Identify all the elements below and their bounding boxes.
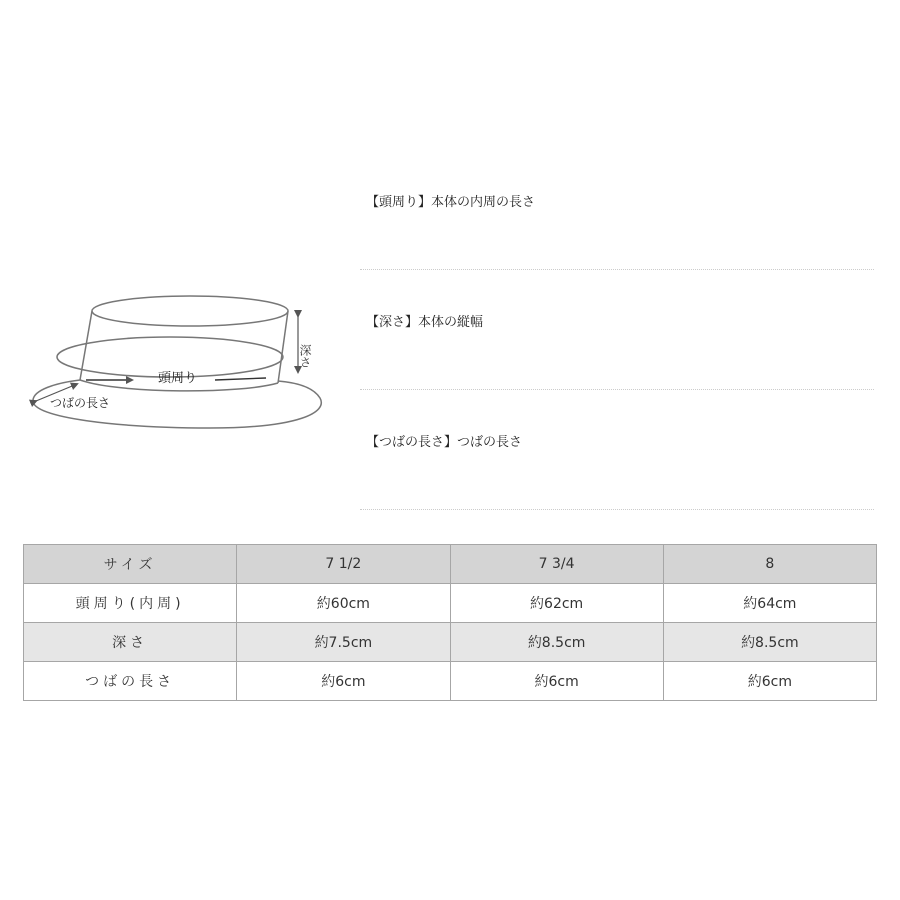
hat-size-diagram: [0, 0, 360, 520]
table-cell: 約7.5cm: [237, 623, 450, 662]
table-cell: 約60cm: [237, 584, 450, 623]
depth-label: 深さ: [298, 344, 312, 368]
description-row-depth: [360, 270, 874, 390]
header-cell-size: サイズ: [24, 545, 237, 584]
description-depth: 【深さ】本体の縦幅: [366, 315, 484, 330]
row-label-head: 頭周り(内周): [24, 584, 237, 623]
description-head: 【頭周り】本体の内周の長さ: [366, 195, 536, 210]
row-label-brim: つばの長さ: [24, 662, 237, 701]
table-row: [24, 662, 877, 701]
crown-right-side: [278, 311, 288, 383]
table-row: [24, 584, 877, 623]
row-label-depth: 深さ: [24, 623, 237, 662]
table-cell: 約6cm: [450, 662, 663, 701]
size-table: [23, 544, 877, 701]
table-cell: 約62cm: [450, 584, 663, 623]
header-cell: 7 3/4: [450, 545, 663, 584]
header-cell: 8: [663, 545, 876, 584]
description-brim: 【つばの長さ】つばの長さ: [366, 435, 523, 450]
crown-top-ellipse: [92, 296, 288, 326]
table-cell: 約8.5cm: [450, 623, 663, 662]
table-cell: 約64cm: [663, 584, 876, 623]
description-row-head: [360, 150, 874, 270]
head-label: 頭周り: [158, 371, 198, 386]
table-cell: 約6cm: [663, 662, 876, 701]
head-arrow-right: [215, 378, 266, 380]
table-header-row: [24, 545, 877, 584]
table-cell: 約6cm: [237, 662, 450, 701]
table-row: [24, 623, 877, 662]
description-row-brim: [360, 390, 874, 510]
header-cell: 7 1/2: [237, 545, 450, 584]
brim-label: つばの長さ: [50, 396, 111, 410]
table-cell: 約8.5cm: [663, 623, 876, 662]
